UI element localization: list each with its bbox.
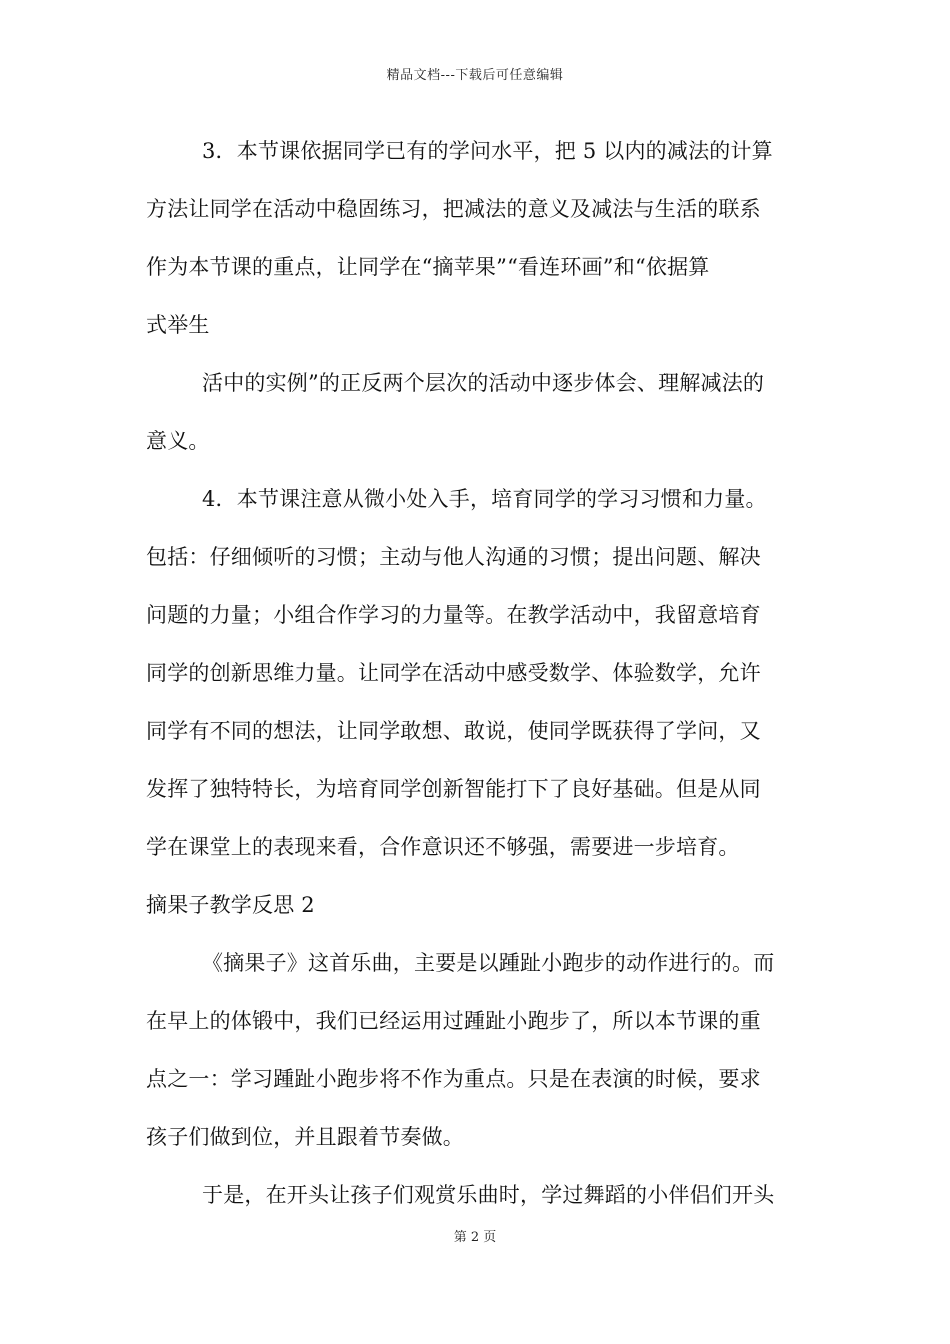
paragraph-line: 式举生 bbox=[146, 313, 210, 337]
section-heading: 摘果子教学反思 2 bbox=[146, 893, 315, 917]
paragraph-line: 点之一：学习踵趾小跑步将不作为重点。只是在表演的时候，要求 bbox=[146, 1067, 761, 1091]
paragraph-line: 在早上的体锻中，我们已经运用过踵趾小跑步了，所以本节课的重 bbox=[146, 1009, 761, 1033]
page-number: 第 2 页 bbox=[453, 1230, 497, 1245]
paragraph-line: 包括：仔细倾听的习惯；主动与他人沟通的习惯；提出问题、解决 bbox=[146, 545, 761, 569]
paragraph-line: 方法让同学在活动中稳固练习，把减法的意义及减法与生活的联系 bbox=[146, 197, 761, 221]
paragraph-line: 活中的实例”的正反两个层次的活动中逐步体会、理解减法的 bbox=[202, 371, 765, 395]
paragraph-line: 学在课堂上的表现来看，合作意识还不够强，需要进一步培育。 bbox=[146, 835, 740, 859]
document-body bbox=[146, 128, 808, 1230]
paragraph-line: 同学的创新思维力量。让同学在活动中感受数学、体验数学，允许 bbox=[146, 661, 761, 685]
paragraph-line: 问题的力量；小组合作学习的力量等。在教学活动中，我留意培育 bbox=[146, 603, 761, 627]
paragraph-line: 同学有不同的想法，让同学敢想、敢说，使同学既获得了学问，又 bbox=[146, 719, 761, 743]
paragraph-line: 4．本节课注意从微小处入手，培育同学的学习习惯和力量。 bbox=[202, 487, 767, 511]
paragraph-line: 于是，在开头让孩子们观赏乐曲时，学过舞蹈的小伴侣们开头 bbox=[202, 1183, 775, 1207]
paragraph-line: 意义。 bbox=[146, 429, 210, 453]
paragraph-line: 3．本节课依据同学已有的学问水平，把 5 以内的减法的计算 bbox=[202, 139, 773, 163]
page-header: 精品文档---下载后可任意编辑 bbox=[386, 68, 564, 83]
paragraph-line: 发挥了独特特长，为培育同学创新智能打下了良好基础。但是从同 bbox=[146, 777, 761, 801]
paragraph-line: 《摘果子》这首乐曲，主要是以踵趾小跑步的动作进行的。而 bbox=[202, 951, 775, 975]
paragraph-line: 孩子们做到位，并且跟着节奏做。 bbox=[146, 1125, 464, 1149]
paragraph-line: 作为本节课的重点，让同学在“摘苹果”“看连环画”和“依据算 bbox=[146, 255, 710, 279]
